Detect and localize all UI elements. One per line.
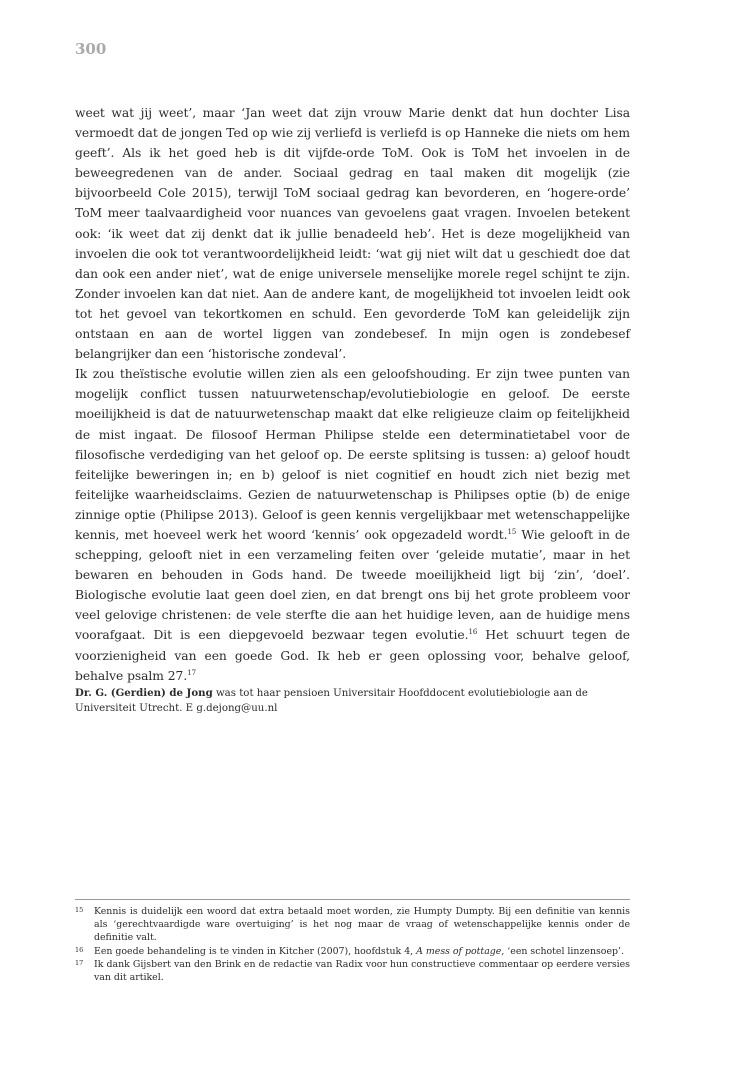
footnote xyxy=(75,905,630,945)
footnote-ref: 17 xyxy=(187,668,197,677)
footnote xyxy=(75,958,630,984)
page-number: 300 xyxy=(75,40,107,58)
text-run: Een goede behandeling is te vinden in Kitcher (2007), hoofdstuk 4, xyxy=(94,945,417,957)
text-run: , ‘een schotel linzensoep’. xyxy=(501,945,624,957)
footnote-number: 17 xyxy=(75,958,84,967)
author-bio-text: was tot haar pensioen Universitair Hoofddocent evolutiebiologie aan de Universiteit Utrecht. E g.dejong@uu.nl xyxy=(75,688,588,714)
paragraph-2 xyxy=(75,364,630,686)
footnote-ref: 15 xyxy=(507,527,517,536)
footnote-text xyxy=(94,959,630,983)
footnote-divider xyxy=(75,899,630,900)
text-run: weet wat jij weet’, maar ‘Jan weet dat zijn vrouw Marie denkt dat hun dochter Lisa vermoedt dat de jongen Ted op wie zij verliefd is verliefd is op Hanneke die niets om hem geeft’. Als ik het goed heb is dit vijfde-orde ToM. Ook is ToM het invoelen in de beweegredenen van de ander. Sociaal gedrag en taal maken dit mogelijk (zie bijvoorbeeld Cole 2015), terwijl ToM sociaal gedrag kan bevorderen, en ‘hogere-orde’ ToM meer taalvaardigheid voor nuances van gevoelens gaat vragen. Invoelen betekent ook: ‘ik weet dat zij denkt dat ik jullie benadeeld heb’. Het is deze mogelijkheid van invoelen die ook tot verantwoordelijkheid leidt: ‘wat gij niet wilt dat u geschiedt doe dat dan ook een ander niet’, wat de enige universele menselijke morele regel schijnt te zijn. Zonder invoelen kan dat niet. Aan de andere kant, de mogelijkheid tot invoelen leidt ook tot het gevoel van tekortkomen en schuld. Een gevorderde ToM kan geleidelijk zijn ontstaan en aan de wortel liggen van zondebesef. In mijn ogen is zondebesef belangrijker dan een ‘historische zondeval’. xyxy=(75,106,630,362)
text-run: Ik dank Gijsbert van den Brink en de redactie van Radix voor hun constructieve commentaar op eerdere versies van dit artikel. xyxy=(94,958,630,984)
footnote-text xyxy=(94,906,630,943)
author-name: Dr. G. (Gerdien) de Jong xyxy=(75,687,213,699)
text-run: Ik zou theïstische evolutie willen zien als een geloofshouding. Er zijn twee punten van mogelijk conflict tussen natuurwetenschap/evolutiebiologie en geloof. De eerste moeilijkheid is dat de natuurwetenschap maakt dat elke religieuze claim op feitelijkheid de mist ingaat. De filosoof Herman Philipse stelde een determinatietabel voor de filosofische verdediging van het geloof op. De eerste splitsing is tussen: a) geloof houdt feitelijke beweringen in; en b) geloof is niet cognitief en houdt zich niet bezig met feitelijke waarheidsclaims. Gezien de natuurwetenschap is Philipses optie (b) de enige zinnige optie (Philipse 2013). Geloof is geen kennis vergelijkbaar met wetenschappelijke kennis, met hoeveel werk het woord ‘kennis’ ook opgezadeld wordt. xyxy=(75,367,630,542)
text-run: Kennis is duidelijk een woord dat extra betaald moet worden, zie Humpty Dumpty. Bij een definitie van kennis als ‘gerechtvaardigde ware overtuiging’ is het nog maar de vraag of wetenschappelijke kennis onder de definitie valt. xyxy=(94,906,630,944)
author-bio xyxy=(75,686,635,716)
text-run: Wie gelooft in de schepping, gelooft niet in een verzameling feiten over ‘geleide mutatie’, maar in het bewaren en behouden in Gods hand. De tweede moeilijkheid ligt bij ‘zin’, ‘doel’. Biologische evolutie laat geen doel zien, en dat brengt ons bij het grote probleem voor veel gelovige christenen: de vele sterfte die aan het huidige leven, aan de huidige mens voorafgaat. Dit is een diepgevoeld bezwaar tegen evolutie. xyxy=(75,527,630,643)
footnote-text xyxy=(94,946,624,957)
footnote-ref: 16 xyxy=(468,628,478,637)
article-body xyxy=(75,103,630,686)
text-run: Het schuurt tegen de voorzienigheid van een goede God. Ik heb er geen oplossing voor, behalve geloof, behalve psalm 27. xyxy=(75,628,631,683)
footnote-number: 15 xyxy=(75,906,84,914)
footnotes xyxy=(75,905,630,984)
paragraph-1 xyxy=(75,103,630,364)
footnote xyxy=(75,945,630,958)
italic-title: A mess of pottage xyxy=(416,945,502,957)
footnote-number: 16 xyxy=(75,945,84,954)
